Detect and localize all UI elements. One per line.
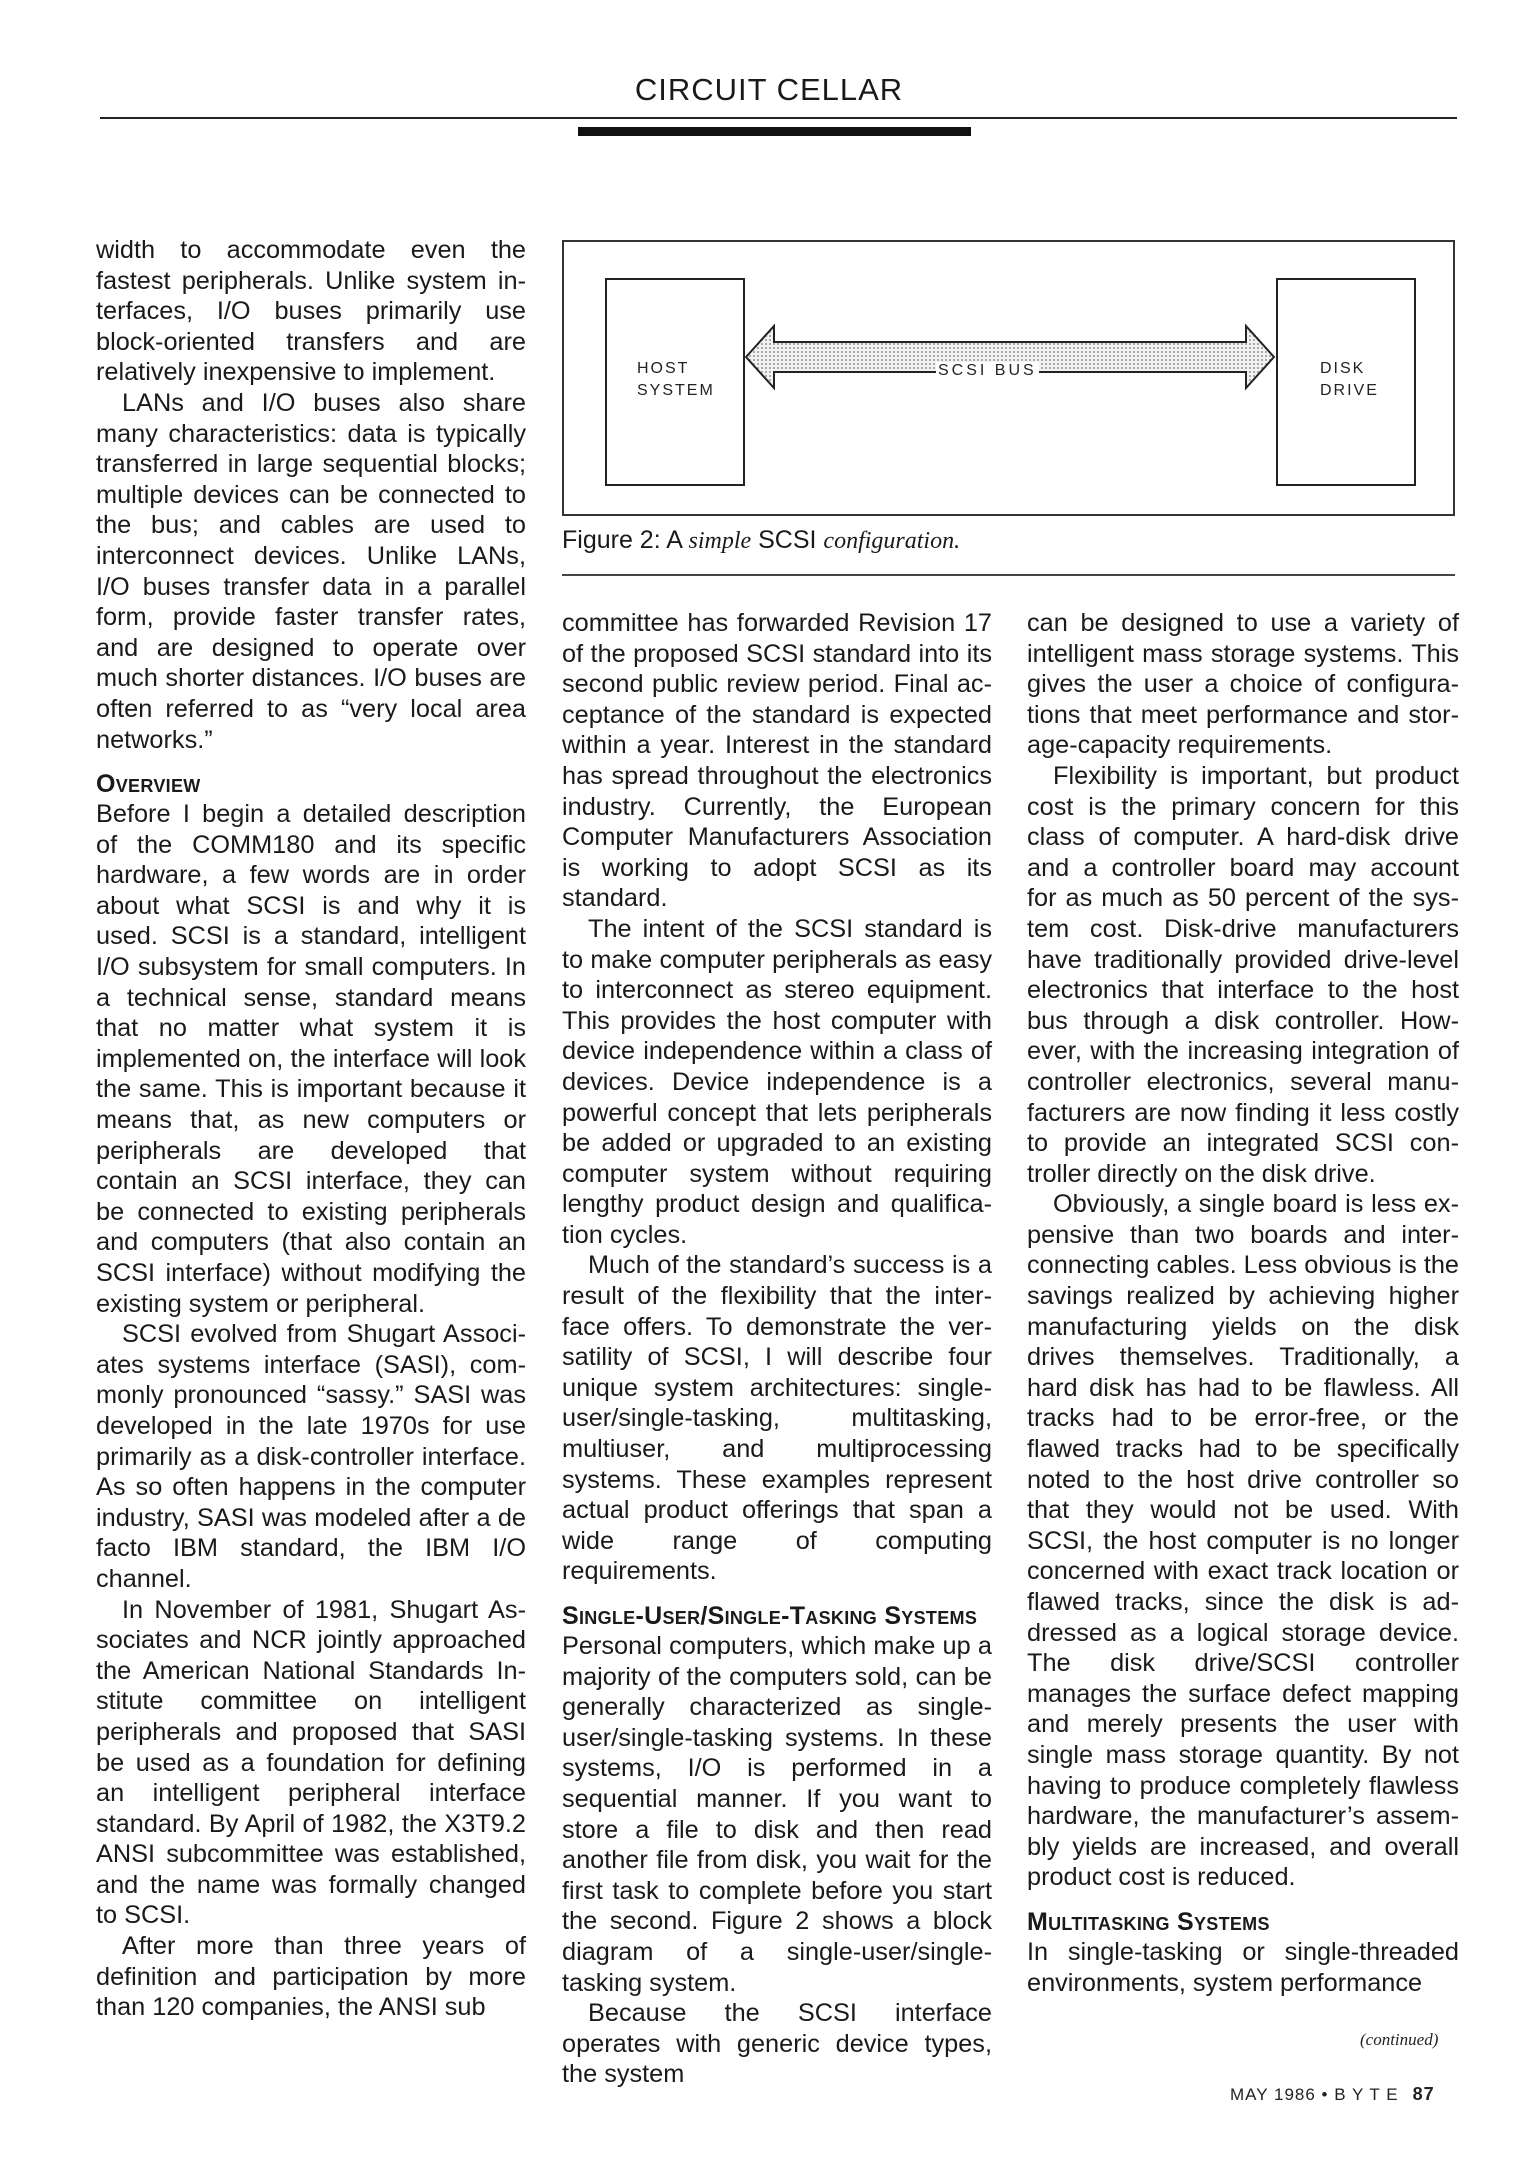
column-1 bbox=[96, 235, 526, 2023]
section-header: CIRCUIT CELLAR bbox=[634, 72, 904, 107]
header-bar bbox=[578, 127, 971, 136]
paragraph: In single-tasking or single-threaded environments, system performance bbox=[1027, 1937, 1459, 1997]
paragraph: Flexibility is important, but product cost is the primary concern for this class of computer. A hard-disk drive and a controller board may account for as much as 50 percent of the system cost. Disk-drive manufacturers have traditionally provided drive-level electronics that interface to the host bus through a disk controller. However, with the increasing integration of controller electronics, several manufacturers are now finding it less costly to provide an integrated SCSI controller directly on the disk drive. bbox=[1027, 761, 1459, 1188]
column-2 bbox=[562, 608, 992, 2090]
paragraph: LANs and I/O buses also share many characteristics: data is typically transferred in large sequential blocks; multiple devices can be connected to the bus; and cables are used to interconnect devices. Unlike LANs, I/O buses transfer data in a parallel form, provide faster transfer rates, and are designed to operate over much shorter distances. I/O buses are often referred to as “very local area networks.” bbox=[96, 388, 526, 754]
caption-italic: simple bbox=[688, 528, 752, 554]
footer-date: MAY 1986 • B Y T E bbox=[1230, 2085, 1399, 2104]
paragraph: Because the SCSI interface operates with generic device types, the system bbox=[562, 1999, 992, 2089]
header-rule bbox=[100, 117, 1457, 119]
scsi-bus-label: SCSI BUS bbox=[938, 362, 1037, 379]
paragraph: can be designed to use a variety of intelligent mass storage systems. This gives the user a choice of configurations that meet performance and storage-capacity requirements. bbox=[1027, 609, 1459, 760]
caption-middle: SCSI bbox=[758, 526, 817, 554]
heading-multitasking: Multitasking Systems bbox=[1027, 1907, 1270, 1936]
heading-single-user: Single-User/Single-Tasking Systems bbox=[562, 1602, 978, 1630]
paragraph: Obviously, a single board is less expensive than two boards and interconnecting cables. Less obvious is the savings realized by achieving higher manufacturing yields on the disk drives themselves. Traditionally, a hard disk has had to be flawless. All tracks had to be error-free, or the flawed tracks had to be specifically noted to the host drive controller so that they would not be used. With SCSI, the host computer is no longer concerned with exact track location or flawed tracks, since the disk is addressed as a logical storage device. The disk drive/SCSI controller manages the surface defect mapping and merely presents the user with single mass storage quantity. By not having to produce completely flawless hardware, the manufacturer’s assembly yields are increased, and overall product cost is reduced. bbox=[1027, 1190, 1459, 1892]
paragraph: Before I begin a detailed description of the COMM180 and its specific hardware, a few words are in order about what SCSI is and why it is used. SCSI is a standard, intelligent I/O subsystem for small computers. In a technical sense, standard means that no matter what system it is implemented on, the interface will look the same. This is important because it means that, as new computers or peripherals are developed that contain an SCSI interface, they can be connected to existing peripherals and computers (that also contain an SCSI interface) without modifying the existing system or peripheral. bbox=[96, 800, 526, 1318]
paragraph: Much of the standard’s success is a result of the flexibility that the interface offers. To demonstrate the versatility of SCSI, I will describe four unique system architectures: single-user/single-tasking, multitasking, multiuser, and multiprocessing systems. These examples represent actual product offerings that span a wide range of computing requirements. bbox=[562, 1251, 992, 1586]
paragraph: In November of 1981, Shugart Associates and NCR jointly approached the American National Standards Institute committee on intelligent peripherals and proposed that SASI be used as a foundation for defining an intelligent peripheral interface standard. By April of 1982, the X3T9.2 ANSI subcommittee was established, and the name was formally changed to SCSI. bbox=[96, 1595, 526, 1930]
paragraph: width to accommodate even the fastest peripherals. Unlike system interfaces, I/O buses primarily use block-oriented transfers and are relatively inexpensive to implement. bbox=[96, 236, 526, 387]
host-system-box bbox=[605, 278, 745, 486]
figure-rule bbox=[562, 574, 1455, 576]
disk-drive-label: DISK DRIVE bbox=[1320, 360, 1379, 399]
figure-2-diagram bbox=[562, 240, 1455, 516]
paragraph: SCSI evolved from Shugart Associates systems interface (SASI), commonly pronounced “sassy.” SASI was developed in the late 1970s for use primarily as a disk-controller interface. As so often happens in the computer industry, SASI was modeled after a de facto IBM standard, the IBM I/O channel. bbox=[96, 1320, 526, 1593]
page-number: 87 bbox=[1412, 2084, 1435, 2104]
paragraph: The intent of the SCSI standard is to make computer peripherals as easy to interconnect as stereo equipment. This provides the host computer with device independence within a class of devices. Device independence is a powerful concept that lets peripherals be added or upgraded to an existing computer system without requiring lengthy product design and qualification cycles. bbox=[562, 914, 992, 1249]
caption-italic: configuration. bbox=[823, 528, 961, 554]
column-3 bbox=[1027, 608, 1459, 1998]
heading-overview: Overview bbox=[96, 770, 201, 799]
paragraph: committee has forwarded Revision 17 of the proposed SCSI standard into its second public review period. Final acceptance of the standard is expected within a year. Interest in the standard has spread throughout the electronics industry. Currently, the European Computer Manufacturers Association is working to adopt SCSI as its standard. bbox=[562, 609, 992, 913]
caption-prefix: Figure 2: A bbox=[562, 526, 682, 554]
disk-drive-box bbox=[1276, 278, 1416, 486]
page-footer bbox=[1230, 2084, 1435, 2105]
continued-note: (continued) bbox=[1360, 2030, 1439, 2049]
paragraph: Personal computers, which make up a majority of the computers sold, can be generally characterized as single-user/single-tasking systems. In these systems, I/O is performed in a sequential manner. If you want to store a file to disk and then read another file from disk, you wait for the first task to complete before you start the second. Figure 2 shows a block diagram of a single-user/single-tasking system. bbox=[562, 1632, 992, 1997]
scsi-bus-arrow bbox=[744, 322, 1276, 392]
figure-caption bbox=[562, 526, 960, 555]
host-system-label: HOST SYSTEM bbox=[637, 360, 715, 399]
paragraph: After more than three years of definition and participation by more than 120 companies, the ANSI sub bbox=[96, 1932, 526, 2022]
